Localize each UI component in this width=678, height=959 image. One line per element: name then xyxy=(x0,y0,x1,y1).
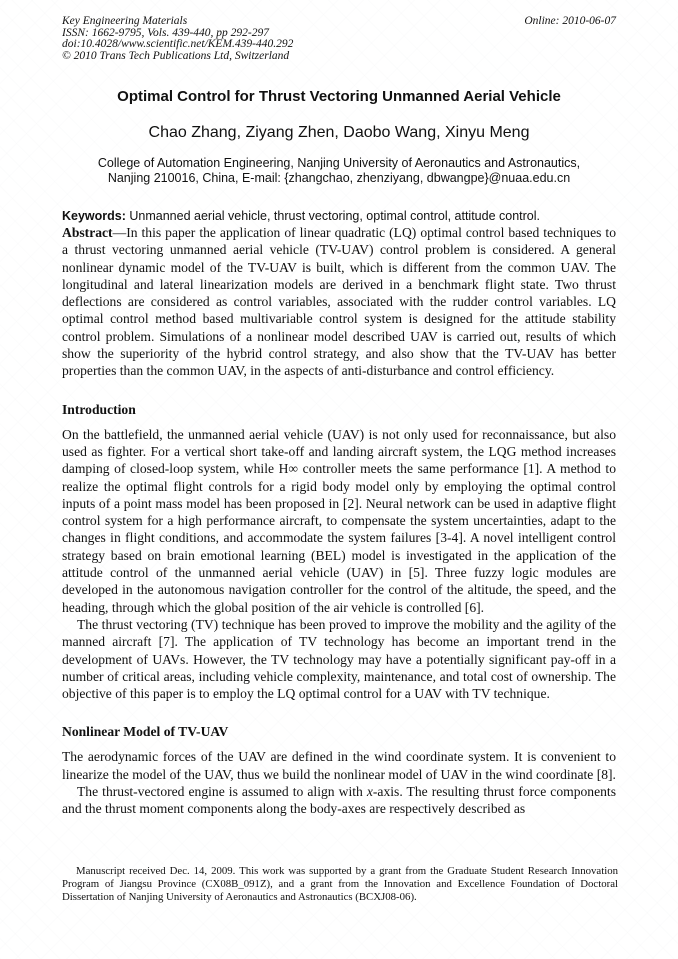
affiliation xyxy=(62,156,616,185)
keywords-text: Unmanned aerial vehicle, thrust vectoring, optimal control, attitude control. xyxy=(125,209,541,223)
abstract-paragraph xyxy=(62,224,616,380)
paper-title: Optimal Control for Thrust Vectoring Unmanned Aerial Vehicle xyxy=(117,88,561,105)
copyright-line: © 2010 Trans Tech Publications Ltd, Switzerland xyxy=(62,49,290,62)
publication-info xyxy=(62,16,293,62)
section-heading-nonlinear-model: Nonlinear Model of TV-UAV xyxy=(62,724,229,740)
affiliation-line2: Nanjing 210016, China, E-mail: {zhangchao, zhenziyang, dbwangpe}@nuaa.edu.cn xyxy=(107,170,571,185)
paragraph-text-after: -axis. The resulting thrust force components and the thrust moment components along the body-axes are respectively described as xyxy=(62,784,616,817)
abstract-label: Abstract xyxy=(62,225,113,240)
affiliation-line1: College of Automation Engineering, Nanjing University of Aeronautics and Astronautics, xyxy=(97,156,581,170)
abstract-text: —In this paper the application of linear quadratic (LQ) optimal control based techniques to a thrust vectoring unmanned aerial vehicle (TV-UAV) control problem is considered. A general nonlinear dynamic model of the TV-UAV is built, which is different from the common UAV. The longitudinal and lateral linearization models are derived in a benchmark flight state. Two thrust deflections are considered as control variables, associated with the rudder control variables. LQ optimal control method based multivariable control system is designed for the attitude stability control problem. Simulations of a nonlinear model described UAV is carried out, results of which show the superiority of the hybrid control strategy, and also show that the TV-UAV has better properties than the common UAV, in the aspects of anti-disturbance and control efficiency. xyxy=(62,225,616,379)
paragraph-text-before: The thrust-vectored engine is assumed to align with xyxy=(77,784,367,800)
authors-line: Chao Zhang, Ziyang Zhen, Daobo Wang, Xinyu Meng xyxy=(148,124,530,141)
introduction-paragraph-1: On the battlefield, the unmanned aerial vehicle (UAV) is not only used for reconnaissance, but also used as fighter. For a vertical short take-off and landing aircraft system, the LQG method increases damping of closed-loop system, while H∞ controller meets the same performance [1]. A method to realize the optimal flight controls for a rigid body model only by employing the optimal control inputs of a point mass model has been proposed in [2]. Neural network can be used in adaptive flight control system for a high performance aircraft, to compensate the system uncertainties, adapt to the changes in flight conditions, and accommodate the system failures [3-4]. A novel intelligent control strategy based on brain emotional learning (BEL) model is investigated in the application of the attitude control of the unmanned aerial vehicle (UAV) in [5]. Three fuzzy logic modules are developed in the autonomous navigation controller for the control of the altitude, the speed, and the heading, through which the global position of the air vehicle is controlled [6]. xyxy=(62,426,616,615)
italic-variable-x: x xyxy=(366,784,373,800)
issn-line: ISSN: 1662-9795, Vols. 439-440, pp 292-297 xyxy=(62,26,269,39)
introduction-paragraph-2: The thrust vectoring (TV) technique has been proved to improve the mobility and the agility of the manned aircraft [7]. The application of TV technology has become an important trend in the development of UAVs. However, the TV technology may have a potentially significant pay-off in a number of critical areas, including vehicle complexity, maintenance, and total cost of ownership. The objective of this paper is to employ the LQ optimal control for a UAV with TV technique. xyxy=(62,616,616,702)
section-heading-introduction: Introduction xyxy=(62,401,136,417)
keywords-label: Keywords: xyxy=(62,209,126,223)
nonlinear-model-paragraph-2 xyxy=(62,783,616,818)
online-date: Online: 2010-06-07 xyxy=(524,15,616,27)
journal-name: Key Engineering Materials xyxy=(62,15,188,27)
manuscript-footnote: Manuscript received Dec. 14, 2009. This work was supported by a grant from the Graduate Student Research Innovation Program of Jiangsu Province (CX08B_091Z), and a grant from the Innovation and Excellence Foundation of Doctoral Dissertation of Nanjing University of Aeronautics and Astronautics (BCXJ08-06). xyxy=(62,865,618,903)
keywords-line xyxy=(62,209,616,224)
page-header xyxy=(62,16,616,62)
nonlinear-model-paragraph-1: The aerodynamic forces of the UAV are defined in the wind coordinate system. It is convenient to linearize the model of the UAV, thus we build the nonlinear model of UAV in the wind coordinate [8]. xyxy=(62,749,616,782)
doi-line: doi:10.4028/www.scientific.net/KEM.439-440.292 xyxy=(62,38,294,50)
